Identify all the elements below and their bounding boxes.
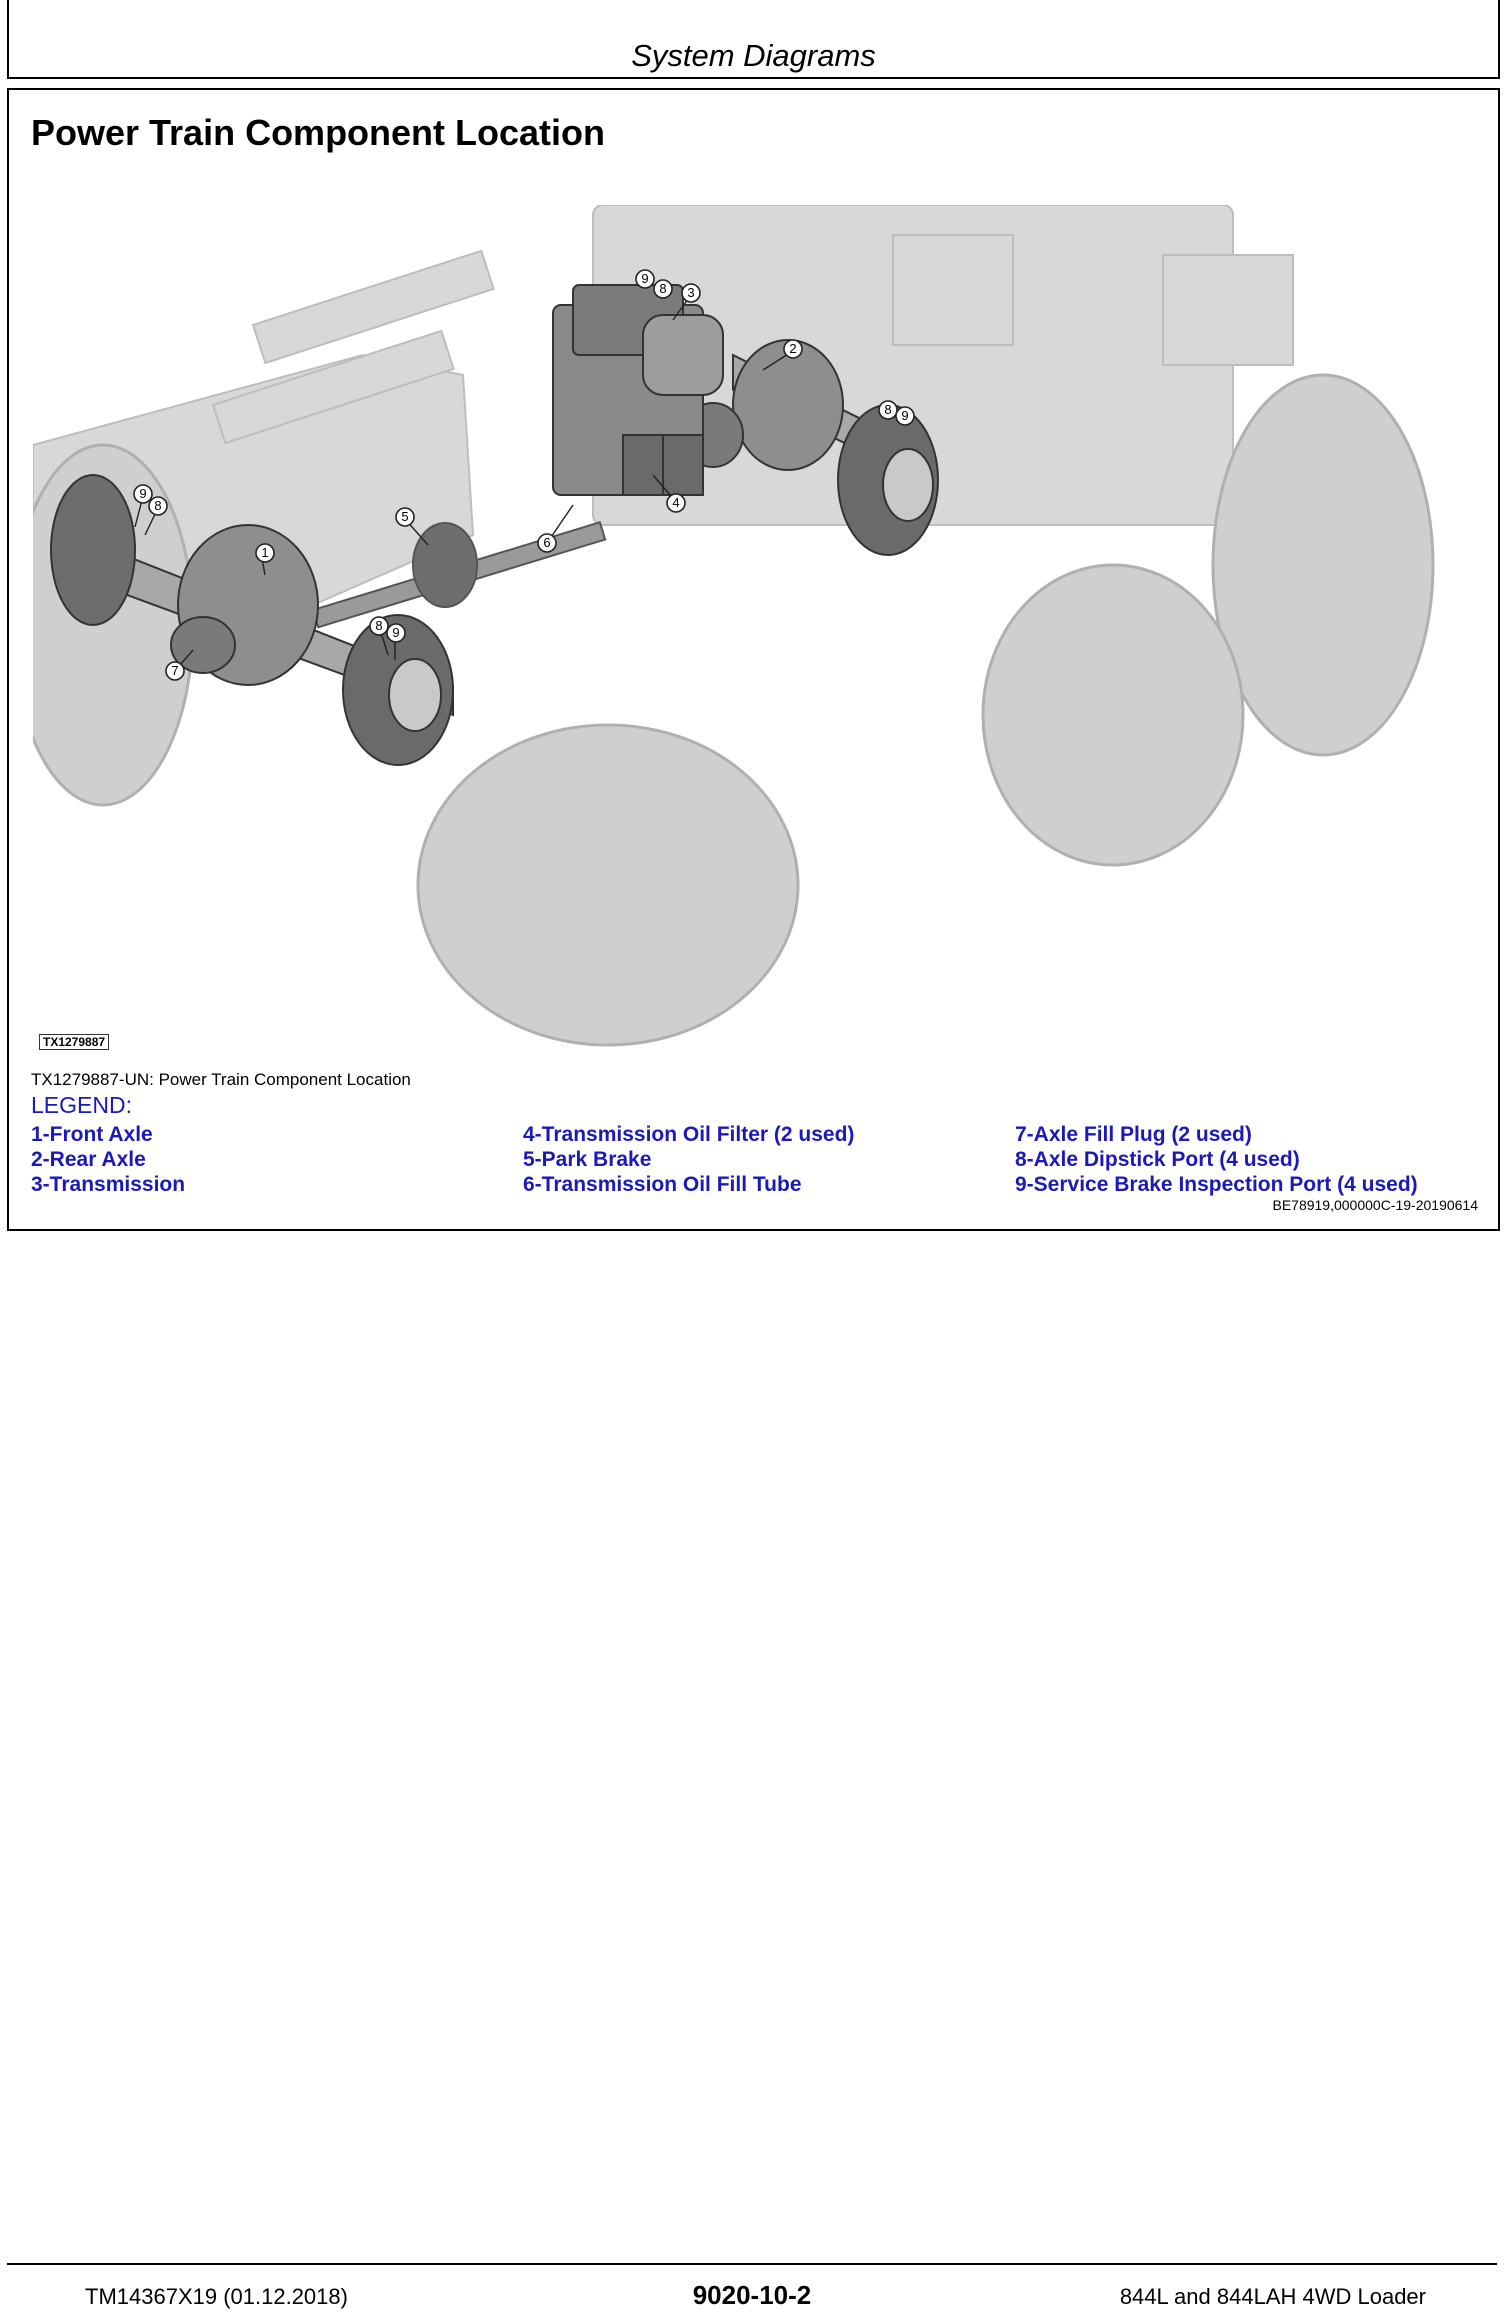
legend-item: 1-Front Axle bbox=[31, 1123, 153, 1146]
svg-text:9: 9 bbox=[901, 408, 909, 423]
svg-text:9: 9 bbox=[641, 271, 649, 286]
callout-8-front-left bbox=[149, 497, 167, 515]
svg-text:7: 7 bbox=[171, 663, 179, 678]
figure-caption: TX1279887-UN: Power Train Component Location bbox=[31, 1070, 411, 1089]
svg-text:8: 8 bbox=[154, 498, 162, 513]
power-train-illustration bbox=[33, 205, 1446, 1055]
callout-9-rear-right bbox=[896, 407, 914, 425]
callout-4 bbox=[667, 494, 685, 512]
legend-item: 3-Transmission bbox=[31, 1173, 186, 1196]
callout-9 bbox=[387, 624, 405, 642]
callout-9-transmission bbox=[636, 270, 654, 288]
legend-item: 2-Rear Axle bbox=[31, 1148, 146, 1171]
section-container bbox=[7, 88, 1500, 1231]
svg-text:5: 5 bbox=[401, 509, 409, 524]
svg-text:8: 8 bbox=[659, 281, 667, 296]
legend-item: 8-Axle Dipstick Port (4 used) bbox=[1015, 1148, 1300, 1171]
callout-1 bbox=[256, 544, 274, 562]
legend-item: 4-Transmission Oil Filter (2 used) bbox=[523, 1123, 855, 1146]
legend-item: 6-Transmission Oil Fill Tube bbox=[523, 1173, 802, 1196]
header-title: System Diagrams bbox=[631, 38, 876, 73]
callout-7 bbox=[166, 662, 184, 680]
svg-text:6: 6 bbox=[543, 535, 551, 550]
callout-2 bbox=[784, 340, 802, 358]
footer-model: 844L and 844LAH 4WD Loader bbox=[1119, 2284, 1426, 2309]
legend-item: 9-Service Brake Inspection Port (4 used) bbox=[1015, 1173, 1418, 1196]
callout-8-transmission bbox=[654, 280, 672, 298]
svg-text:9: 9 bbox=[392, 625, 400, 640]
svg-text:1: 1 bbox=[261, 545, 269, 560]
legend-column-2 bbox=[523, 1122, 854, 1197]
legend-column-3 bbox=[1015, 1122, 1418, 1197]
svg-text:8: 8 bbox=[375, 618, 383, 633]
callout-8 bbox=[370, 617, 388, 635]
svg-text:8: 8 bbox=[884, 402, 892, 417]
footer-divider bbox=[7, 2263, 1497, 2265]
figure-id: TX1279887 bbox=[39, 1034, 109, 1050]
legend-item: 5-Park Brake bbox=[523, 1148, 652, 1171]
svg-text:4: 4 bbox=[672, 495, 680, 510]
callout-8-rear-right bbox=[879, 401, 897, 419]
svg-text:9: 9 bbox=[139, 486, 147, 501]
legend-title: LEGEND: bbox=[31, 1092, 132, 1118]
svg-text:2: 2 bbox=[789, 341, 797, 356]
section-title: Power Train Component Location bbox=[31, 112, 606, 153]
footer-manual-id: TM14367X19 (01.12.2018) bbox=[85, 2284, 348, 2309]
callout-6 bbox=[538, 534, 556, 552]
legend-column-1 bbox=[31, 1122, 185, 1197]
svg-text:3: 3 bbox=[687, 285, 695, 300]
footer-page-number: 9020-10-2 bbox=[692, 2280, 812, 2310]
page-header bbox=[7, 0, 1500, 79]
callout-5 bbox=[396, 508, 414, 526]
document-id: BE78919,000000C-19-20190614 bbox=[1272, 1197, 1478, 1213]
legend-item: 7-Axle Fill Plug (2 used) bbox=[1015, 1123, 1252, 1146]
callout-3 bbox=[682, 284, 700, 302]
callout-9-front-left bbox=[134, 485, 152, 503]
